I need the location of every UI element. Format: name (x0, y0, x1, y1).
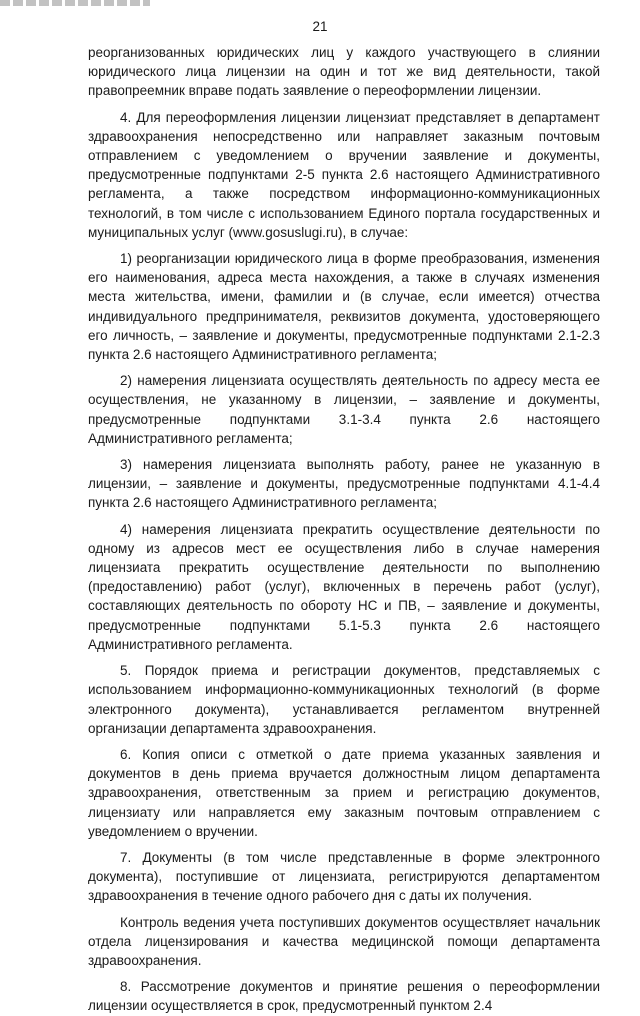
paragraph-item-8: 8. Рассмотрение документов и принятие решения о переоформлении лицензии осуществляется в срок, предусмотренный пунктом 2.4 (88, 979, 600, 1014)
paragraph-item-4: 4. Для переоформления лицензии лицензиат представляет в департамент здравоохранения непосредственно или направляет заказным почтовым отправлением с уведомлением о вручении заявление и документы, предусмотренные подпунктами 2-5 пункта 2.6 настоящего Административного регламента, а также посредством информационно-коммуникационных технологий, в том числе с использованием Единого портала государственных и муниципальных услуг (www.gosuslugi.ru), в случае: (88, 109, 600, 240)
paragraph-continuation: реорганизованных юридических лиц у каждого участвующего в слиянии юридического лица лицензии на один и тот же вид деятельности, такой правопреемник вправе подать заявление о переоформлении лицензии. (88, 45, 600, 99)
paragraph-item-5: 5. Порядок приема и регистрации документов, представляемых с использованием информационно-коммуникационных технологий (в форме электронного документа), устанавливается регламентом внутренней организации департамента здравоохранения. (88, 663, 600, 736)
subitem-1: 1) реорганизации юридического лица в форме преобразования, изменения его наименования, адреса места нахождения, а также в случаях изменения места жительства, имени, фамилии и (в случае, если имеется) отчества индивидуального предпринимателя, реквизитов документа, удостоверяющего его личность, – заявление и документы, предусмотренные подпунктами 2.1-2.3 пункта 2.6 настоящего Административного регламента; (88, 251, 600, 363)
paragraph-item-7: 7. Документы (в том числе представленные в форме электронного документа), поступившие от лицензиата, регистрируются департаментом здравоохранения в течение одного рабочего дня с даты их получения. (88, 849, 600, 904)
scan-header-mark (0, 0, 150, 6)
paragraph-control: Контроль ведения учета поступивших документов осуществляет начальник отдела лицензирования и качества медицинской помощи департамента здравоохранения. (88, 914, 600, 968)
document-body (88, 43, 600, 1016)
page-number: 21 (312, 19, 328, 34)
paragraph-item-6: 6. Копия описи с отметкой о дате приема указанных заявления и документов в день приема вручается должностным лицом департамента здравоохранения, ответственным за прием и регистрацию документов, лицензиату или направляется ему заказным почтовым отправлением с уведомлением о вручении. (88, 746, 600, 839)
subitem-2: 2) намерения лицензиата осуществлять деятельность по адресу места ее осуществления, не указанному в лицензии, – заявление и документы, предусмотренные подпунктами 3.1-3.4 пункта 2.6 настоящего Административного регламента; (88, 373, 600, 446)
subitem-3: 3) намерения лицензиата выполнять работу, ранее не указанную в лицензии, – заявление и документы, предусмотренные подпунктами 4.1-4.4 пункта 2.6 настоящего Административного регламента; (88, 457, 600, 511)
subitem-4: 4) намерения лицензиата прекратить осуществление деятельности по одному из адресов мест ее осуществления либо в случае намерения лицензиата прекратить осуществление деятельности по выполнению (предоставлению) работ (услуг), включенных в перечень работ (услуг), составляющих деятельность по обороту НС и ПВ, – заявление и документы, предусмотренные подпунктами 5.1-5.3 пункта 2.6 настоящего Административного регламента. (88, 521, 600, 652)
